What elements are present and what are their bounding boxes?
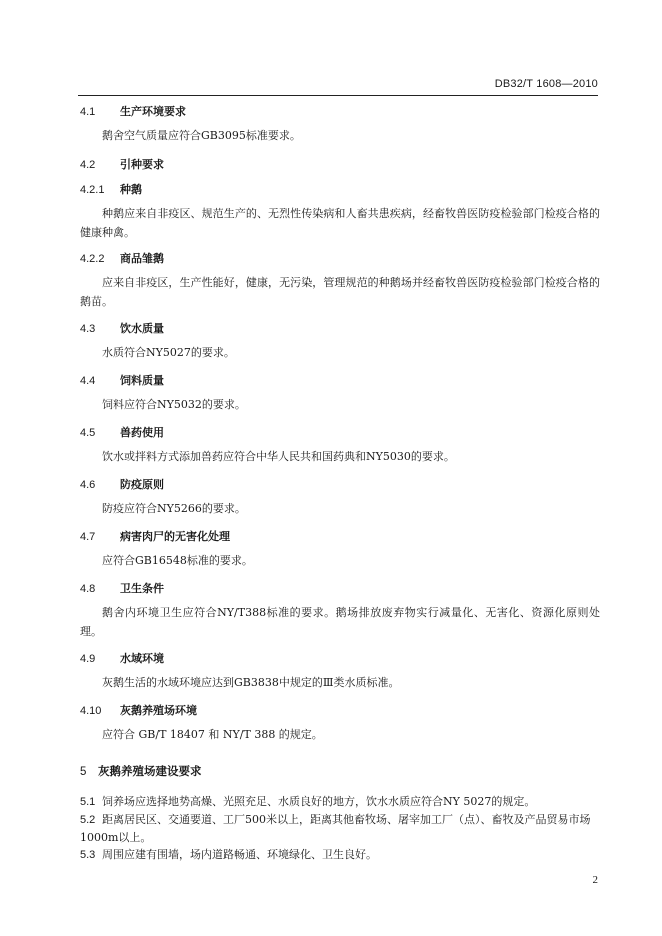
section-body: 饲料应符合NY5032的要求。 [102, 398, 246, 411]
section-body: 应符合 GB/T 18407 和 NY/T 388 的规定。 [102, 728, 323, 741]
section-body: 灰鹅生活的水域环境应达到GB3838中规定的Ⅲ类水质标准。 [102, 676, 400, 689]
section-body: 种鹅应来自非疫区、规范生产的、无烈性传染病和人畜共患疾病，经畜牧兽医防疫检验部门检疫合格的健康种禽。 [80, 207, 600, 239]
section-body: 饮水或拌料方式添加兽药应符合中华人民共和国药典和NY5030的要求。 [102, 450, 455, 463]
section-heading: 4.1 生产环境要求 [80, 105, 186, 118]
section-heading: 4.10 灰鹅养殖场环境 [80, 704, 197, 717]
section-heading: 4.8 卫生条件 [80, 582, 164, 595]
section-body: 鹅舍空气质量应符合GB3095标准要求。 [102, 129, 301, 142]
standard-code: DB32/T 1608—2010 [494, 78, 598, 90]
chapter-heading: 5 灰鹅养殖场建设要求 [80, 764, 202, 778]
section-heading: 4.2 引种要求 [80, 158, 164, 171]
section-heading: 4.7 病害肉尸的无害化处理 [80, 530, 230, 543]
list-item: 5.3 周围应建有围墙，场内道路畅通、环境绿化、卫生良好。 [80, 848, 377, 861]
header-rule [78, 95, 598, 96]
section-body: 防疫应符合NY5266的要求。 [102, 502, 246, 515]
section-heading: 4.3 饮水质量 [80, 322, 164, 335]
section-heading: 4.6 防疫原则 [80, 478, 164, 491]
section-heading: 4.9 水域环境 [80, 652, 164, 665]
section-heading: 4.4 饲料质量 [80, 374, 164, 387]
section-heading: 4.5 兽药使用 [80, 426, 164, 439]
section-heading: 4.2.1 种鹅 [80, 183, 142, 196]
section-body: 水质符合NY5027的要求。 [102, 346, 235, 359]
list-item: 5.2 距离居民区、交通要道、工厂500米以上，距离其他畜牧场、屠宰加工厂（点）、畜牧及产品贸易市场1000m以上。 [80, 813, 591, 844]
section-body: 应符合GB16548标准的要求。 [102, 554, 253, 567]
list-item: 5.1 饲养场应选择地势高燥、光照充足、水质良好的地方，饮水水质应符合NY 5027的规定。 [80, 795, 536, 808]
section-body: 应来自非疫区，生产性能好，健康，无污染，管理规范的种鹅场并经畜牧兽医防疫检验部门检疫合格的鹅苗。 [80, 276, 600, 308]
section-heading: 4.2.2 商品雏鹅 [80, 252, 164, 265]
page-number: 2 [592, 874, 598, 886]
section-body: 鹅舍内环境卫生应符合NY/T388标准的要求。鹅场排放废弃物实行减量化、无害化、资源化原则处理。 [80, 606, 600, 638]
